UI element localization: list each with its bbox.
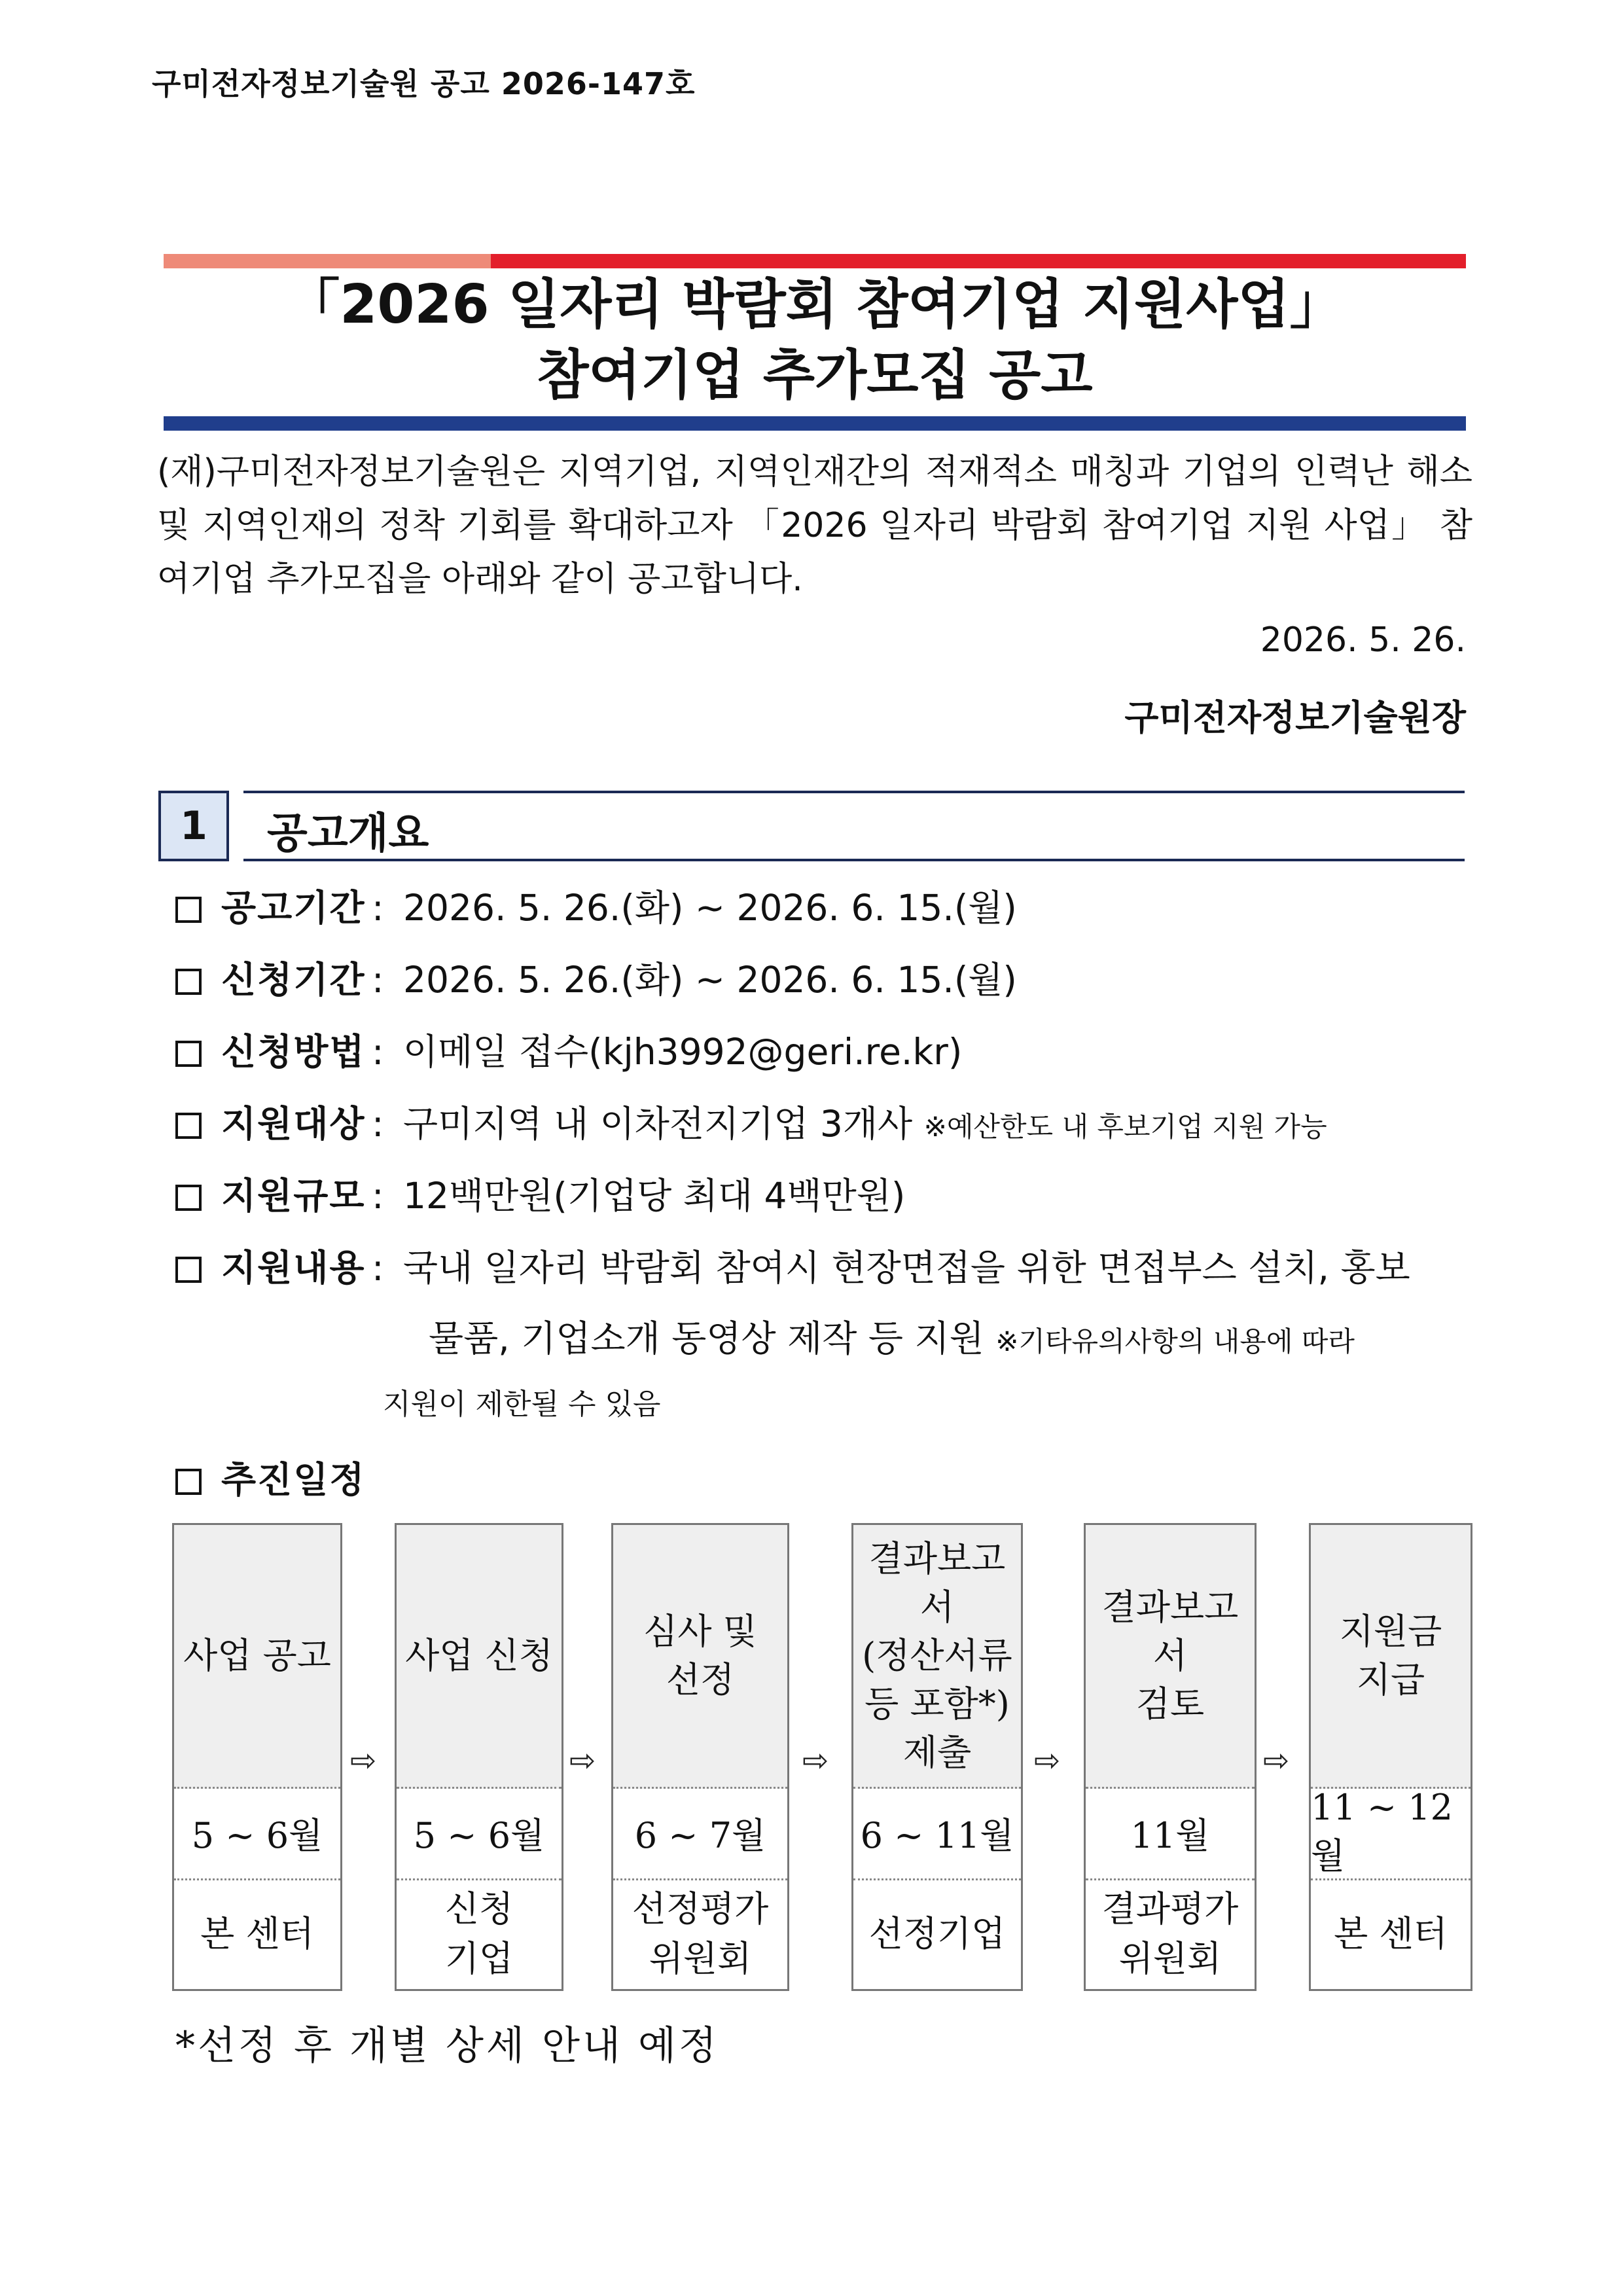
step-stage: 지원금 지급 (1311, 1525, 1471, 1789)
title-top-bar-accent (164, 254, 491, 268)
item-content: 지원내용 : 국내 일자리 박람회 참여시 현장면접을 위한 면접부스 설치, 홍보 (175, 1245, 1410, 1291)
item-note: ※예산한도 내 후보기업 지원 가능 (923, 1111, 1327, 1143)
item-content-note: ※기타유의사항의 내용에 따라 (995, 1325, 1355, 1357)
item-value: 2026. 5. 26.(화) ~ 2026. 6. 15.(월) (403, 887, 1017, 929)
step-period: 5 ~ 6월 (174, 1787, 340, 1880)
item-value: 2026. 5. 26.(화) ~ 2026. 6. 15.(월) (403, 959, 1017, 1001)
section-number: 1 (158, 791, 229, 861)
step-owner: 선정기업 (868, 1912, 1006, 1954)
checkbox-icon (175, 969, 202, 995)
arrow-right-icon: ⇨ (1263, 1742, 1290, 1779)
arrow-right-icon: ⇨ (802, 1742, 829, 1779)
arrow-right-icon: ⇨ (569, 1742, 596, 1779)
item-content-note-continued: 지원이 제한될 수 있음 (383, 1388, 661, 1421)
item-value: 12백만원(기업당 최대 4백만원) (403, 1175, 906, 1217)
announcement-date: 2026. 5. 26. (1260, 620, 1466, 660)
checkbox-icon (175, 1469, 202, 1495)
item-label: 지원대상 (221, 1103, 366, 1145)
checkbox-icon (175, 897, 202, 923)
arrow-right-icon: ⇨ (350, 1742, 377, 1779)
signer: 구미전자정보기술원장 (1124, 697, 1466, 738)
step-owner: 본 센터 (200, 1912, 314, 1954)
step-owner: 결과평가 위원회 (1101, 1888, 1239, 1979)
step-period: 11월 (1086, 1787, 1255, 1880)
item-scale: 지원규모 : 12백만원(기업당 최대 4백만원) (175, 1173, 905, 1219)
item-target: 지원대상 : 구미지역 내 이차전지기업 3개사 ※예산한도 내 후보기업 지원 가능 (175, 1101, 1327, 1150)
checkbox-icon (175, 1257, 202, 1283)
item-schedule (175, 1457, 372, 1503)
step-period: 5 ~ 6월 (397, 1787, 562, 1880)
item-value: 구미지역 내 이차전지기업 3개사 (403, 1103, 913, 1145)
title-line-1: 「2026 일자리 박람회 참여기업 지원사업」 (286, 274, 1344, 336)
step-stage: 심사 및 선정 (613, 1525, 787, 1789)
schedule-step (1309, 1523, 1472, 1991)
checkbox-icon (175, 1113, 202, 1139)
item-label: 공고기간 (221, 887, 366, 929)
step-stage: 결과보고서 (정산서류 등 포함*) 제출 (853, 1525, 1021, 1789)
title-bottom-bar (164, 416, 1466, 431)
schedule-step (611, 1523, 789, 1991)
arrow-right-icon: ⇨ (1034, 1742, 1061, 1779)
item-label: 지원내용 (221, 1247, 366, 1289)
step-stage: 결과보고서 검토 (1086, 1525, 1255, 1789)
title-line-2: 참여기업 추가모집 공고 (537, 344, 1093, 406)
document-title (164, 270, 1466, 411)
section-title: 공고개요 (267, 810, 429, 858)
item-application-period: 신청기간 : 2026. 5. 26.(화) ~ 2026. 6. 15.(월) (175, 957, 1017, 1003)
item-notice-period: 공고기간 : 2026. 5. 26.(화) ~ 2026. 6. 15.(월) (175, 885, 1017, 931)
item-value: 국내 일자리 박람회 참여시 현장면접을 위한 면접부스 설치, 홍보 (403, 1247, 1410, 1289)
step-period: 6 ~ 11월 (853, 1787, 1021, 1880)
step-period: 11 ~ 12월 (1311, 1787, 1471, 1880)
item-label: 추진일정 (221, 1459, 366, 1501)
step-stage: 사업 공고 (174, 1525, 340, 1789)
checkbox-icon (175, 1185, 202, 1211)
step-owner: 신청 기업 (444, 1888, 514, 1979)
step-owner: 본 센터 (1334, 1912, 1448, 1954)
item-label: 신청방법 (221, 1031, 366, 1073)
item-value: 이메일 접수(kjh3992@geri.re.kr) (403, 1031, 963, 1073)
item-label: 신청기간 (221, 959, 366, 1001)
item-application-method: 신청방법 : 이메일 접수(kjh3992@geri.re.kr) (175, 1029, 962, 1075)
step-period: 6 ~ 7월 (613, 1787, 787, 1880)
item-content-continued: 물품, 기업소개 동영상 제작 등 지원 ※기타유의사항의 내용에 따라 (429, 1318, 1355, 1359)
item-label: 지원규모 (221, 1175, 366, 1217)
notice-number: 구미전자정보기술원 공고 2026-147호 (152, 66, 696, 101)
footnote: *선정 후 개별 상세 안내 예정 (175, 2023, 719, 2069)
checkbox-icon (175, 1041, 202, 1067)
step-owner: 선정평가 위원회 (632, 1888, 769, 1979)
intro-paragraph: (재)구미전자정보기술원은 지역기업, 지역인재간의 적재적소 매칭과 기업의 인력난 해소 및 지역인재의 정착 기회를 확대하고자 「2026 일자리 박람회 참여기업 지원 사업」 참여기업 추가모집을 아래와 같이 공고합니다. (157, 452, 1472, 599)
schedule-step (1084, 1523, 1257, 1991)
schedule-step (172, 1523, 342, 1991)
schedule-step (395, 1523, 563, 1991)
section-rule-top (243, 791, 1465, 793)
schedule-step (851, 1523, 1023, 1991)
step-stage: 사업 신청 (397, 1525, 562, 1789)
